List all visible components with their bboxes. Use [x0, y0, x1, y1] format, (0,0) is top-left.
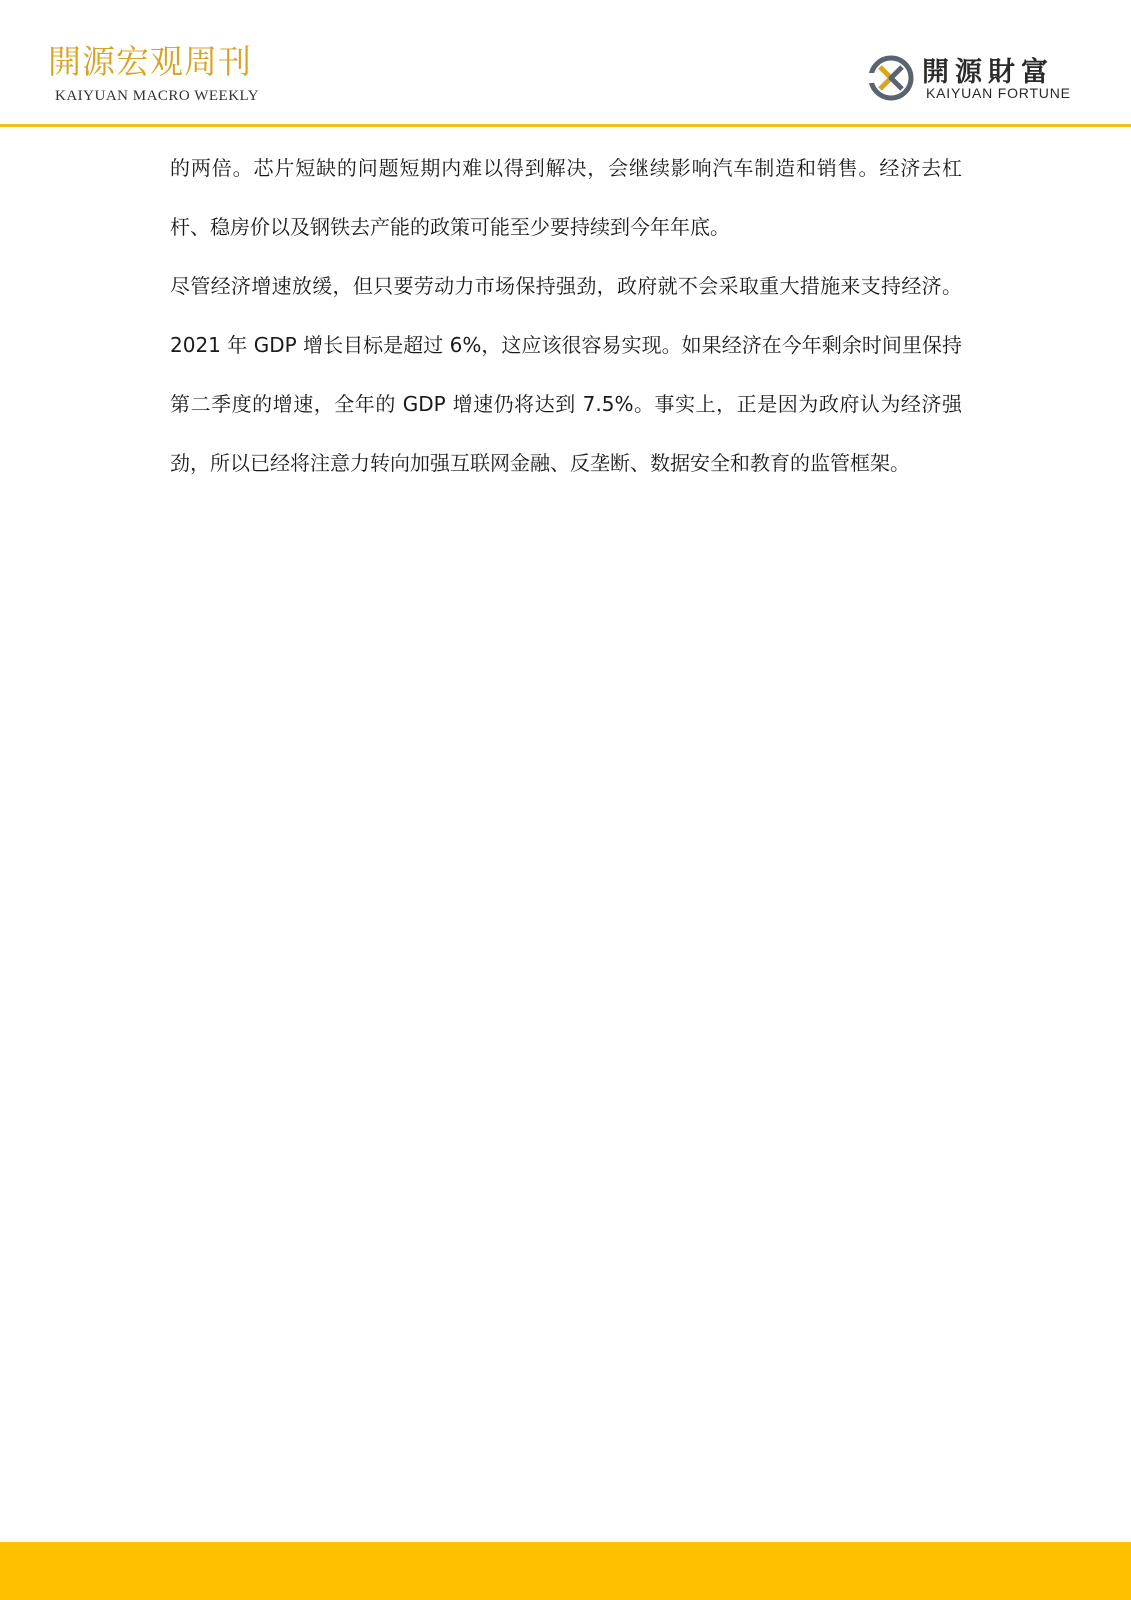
article-body: [170, 139, 962, 493]
header-divider: [0, 124, 1131, 127]
publication-subtitle: KAIYUAN MACRO WEEKLY: [55, 88, 260, 104]
footer-bar: [0, 1542, 1131, 1600]
publication-title: 開源宏观周刊: [48, 42, 252, 81]
page-header: [0, 0, 1131, 128]
paragraph: 尽管经济增速放缓，但只要劳动力市场保持强劲，政府就不会采取重大措施来支持经济。2021 年 GDP 增长目标是超过 6%，这应该很容易实现。如果经济在今年剩余时间里保持第二季度的增速，全年的 GDP 增速仍将达到 7.5%。事实上，正是因为政府认为经济强劲，所以已经将注意力转向加强互联网金融、反垄断、数据安全和教育的监管框架。: [170, 274, 962, 475]
paragraph: 的两倍。芯片短缺的问题短期内难以得到解决，会继续影响汽车制造和销售。经济去杠杆、稳房价以及钢铁去产能的政策可能至少要持续到今年年底。: [170, 156, 962, 239]
brand-name-en: KAIYUAN FORTUNE: [926, 85, 1071, 101]
brand-block: [866, 50, 1086, 106]
brand-name-cn: 開源財富: [922, 57, 1054, 88]
kaiyuan-logo-icon: [866, 53, 916, 103]
